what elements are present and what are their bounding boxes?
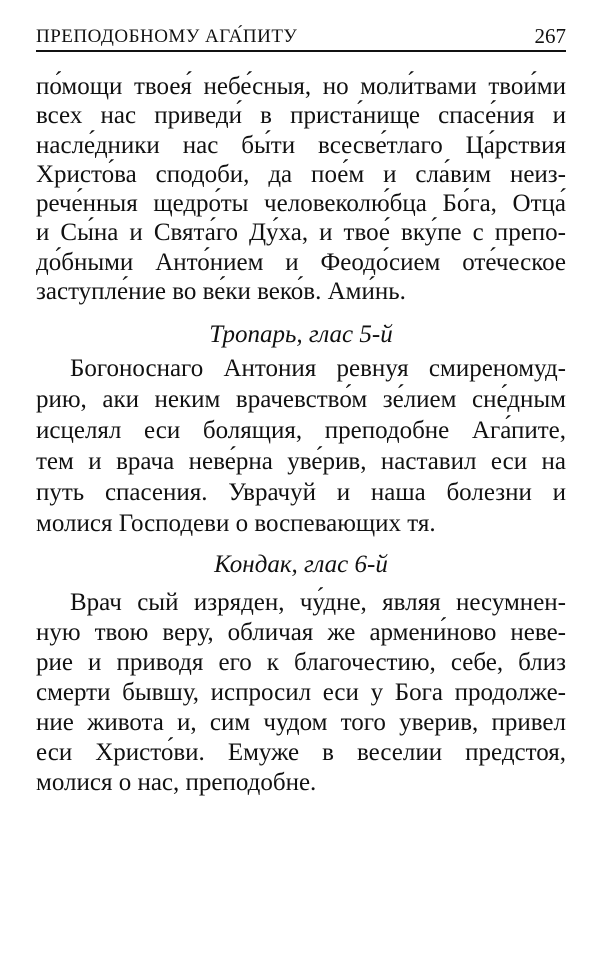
text-line: Богоноснаго Антония ревнуя смиреномуд- (70, 355, 566, 382)
text-line: и Сы́на и Свята́го Ду́ха, и твое́ вку́пе с препо- (36, 219, 566, 247)
text-line: тем и врача неве́рна уве́рив, наставил еси на (36, 448, 566, 475)
text-line: исцелял еси болящия, преподобне Ага́пите, (36, 417, 566, 444)
text-line: до́бными Анто́нием и Феодо́сием оте́ческое (36, 248, 566, 276)
text-line: всех нас приведи́ в приста́нище спасе́ния и (36, 102, 566, 130)
text-line: насле́дники нас бы́ти всесве́тлаго Ца́рствия (36, 131, 566, 159)
text-line: молися о нас, преподобне. (36, 769, 317, 796)
text-line: ние живота и, сим чудом того уверив, привел (36, 709, 566, 736)
text-line: ную твою веру, обличая же армени́ново неве- (36, 619, 566, 646)
kontakion-text (36, 588, 566, 798)
troparion-text (36, 353, 566, 539)
kontakion-heading: Кондак, глас 6-й (214, 551, 388, 578)
text-line: смерти бывшу, испросил еси у Бога продолже- (36, 679, 566, 706)
prayer-paragraph (36, 72, 566, 306)
troparion-heading: Тропарь, глас 5-й (209, 321, 393, 348)
text-line: Христо́ва сподоби, да пое́м и сла́вим неиз- (36, 160, 566, 188)
text-line: по́мощи твоея́ небе́сныя, но моли́твами твои́ми (36, 73, 566, 100)
text-line: молися Господеви о воспевающих тя. (36, 510, 436, 537)
text-line: рече́нныя щедро́ты человеколю́бца Бо́га, Отца́ (36, 190, 566, 218)
running-header (36, 24, 566, 52)
running-title: ПРЕПОДОБНОМУ АГА́ПИТУ (36, 26, 298, 47)
page-number: 267 (534, 24, 566, 48)
text-line: заступле́ние во ве́ки веко́в. Ами́нь. (36, 278, 406, 306)
text-line: рие и приводя его к благочестию, себе, близ (36, 649, 566, 676)
text-line: рию, аки неким врачевство́м зе́лием сне́дным (36, 386, 566, 413)
text-line: путь спасения. Уврачуй и наша болезни и (36, 479, 566, 506)
text-line: еси Христо́ви. Емуже в веселии предстоя, (36, 739, 566, 766)
text-line: Врач сый изряден, чу́дне, являя несумнен- (70, 589, 566, 616)
